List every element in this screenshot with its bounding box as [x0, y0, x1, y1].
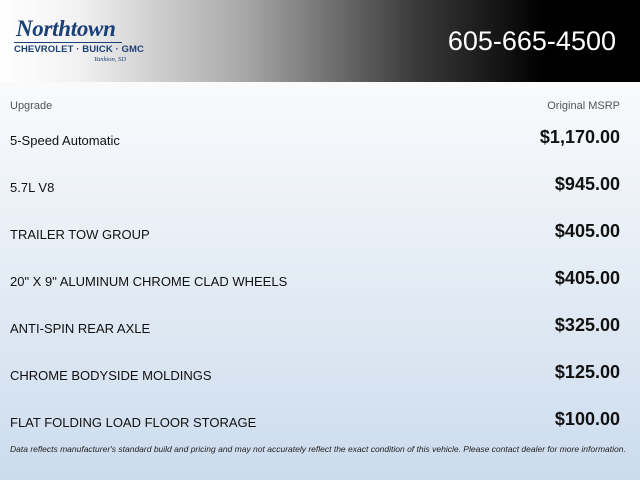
logo-city: Yankton, SD — [94, 56, 126, 63]
upgrade-name: CHROME BODYSIDE MOLDINGS — [10, 368, 212, 383]
upgrade-row — [0, 127, 640, 155]
logo-divider — [14, 42, 122, 43]
logo-brands: CHEVROLET · BUICK · GMC — [14, 44, 145, 55]
upgrade-name: ANTI-SPIN REAR AXLE — [10, 321, 151, 336]
upgrade-name: TRAILER TOW GROUP — [10, 227, 150, 242]
upgrade-row — [0, 362, 640, 390]
upgrade-column-header: Upgrade — [10, 100, 53, 112]
dealer-phone: 605-665-4500 — [447, 26, 616, 56]
upgrade-name: 5-Speed Automatic — [10, 133, 120, 148]
upgrade-row — [0, 268, 640, 296]
upgrade-row — [0, 221, 640, 249]
upgrade-row — [0, 315, 640, 343]
upgrade-price: $405.00 — [554, 268, 620, 288]
upgrade-row — [0, 174, 640, 202]
msrp-column-header: Original MSRP — [547, 100, 620, 112]
upgrade-name: 5.7L V8 — [10, 180, 55, 195]
upgrade-price: $405.00 — [554, 221, 620, 241]
disclaimer: Data reflects manufacturer's standard build and pricing and may not accurately reflect the exact condition of this vehicle. Please contact dealer for more information. — [10, 444, 626, 454]
upgrade-name: FLAT FOLDING LOAD FLOOR STORAGE — [10, 415, 257, 430]
upgrade-price: $1,170.00 — [539, 127, 620, 147]
upgrade-price: $125.00 — [554, 362, 620, 382]
upgrade-name: 20" X 9" ALUMINUM CHROME CLAD WHEELS — [10, 274, 288, 289]
upgrade-row — [0, 409, 640, 437]
dealer-logo — [12, 16, 145, 66]
upgrade-price: $100.00 — [554, 409, 620, 429]
upgrade-price: $325.00 — [554, 315, 620, 335]
logo-name: Northtown — [16, 16, 116, 41]
header-banner — [0, 0, 640, 82]
upgrade-price: $945.00 — [554, 174, 620, 194]
